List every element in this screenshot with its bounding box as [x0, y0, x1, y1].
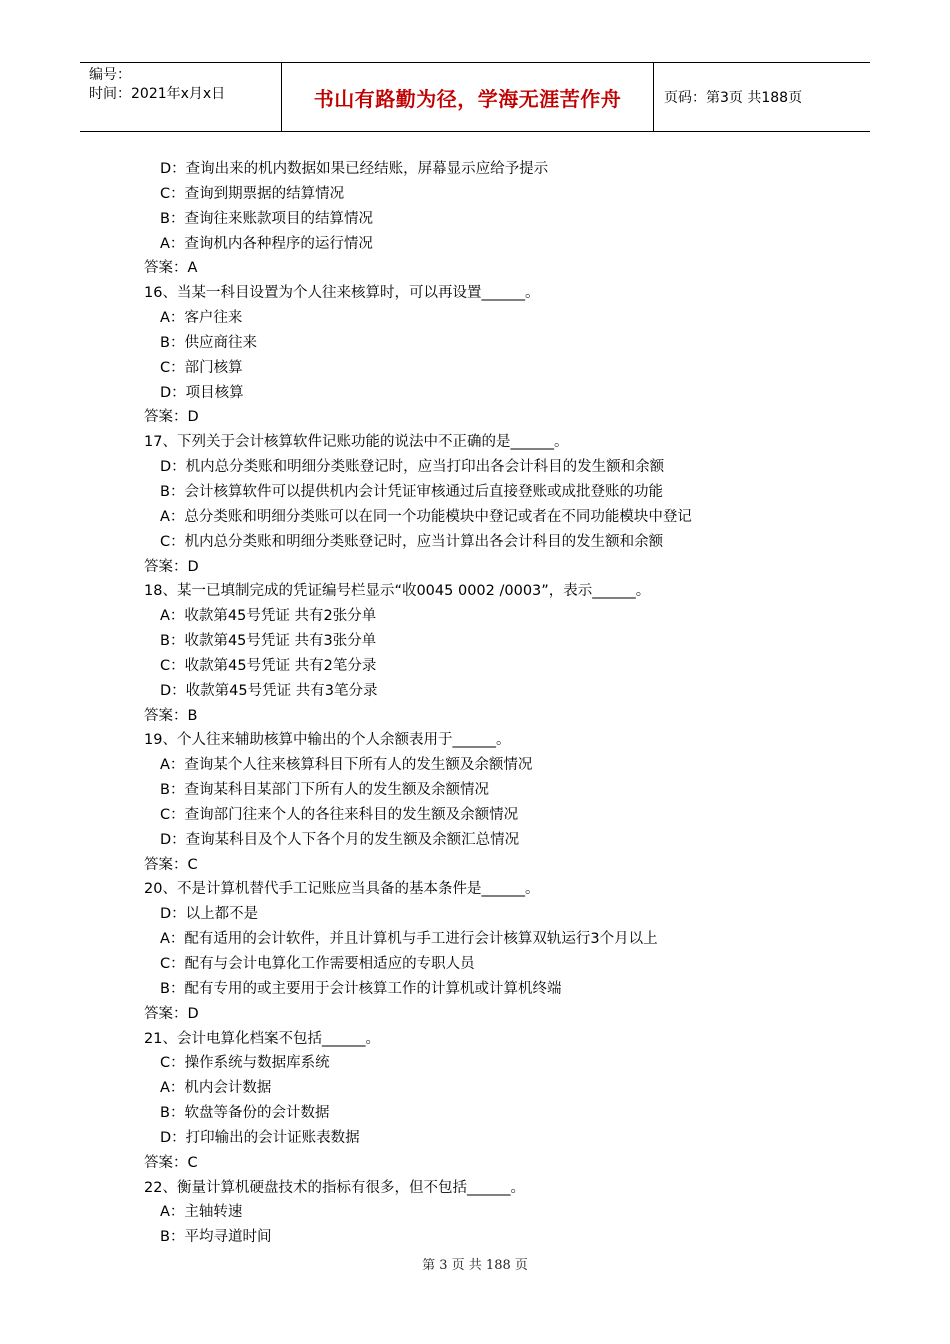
option-line: A：主轴转速 — [160, 1204, 243, 1221]
question-list — [144, 157, 844, 1250]
time-label: 时间：2021年x月x日 — [89, 86, 226, 102]
option-line: A：配有适用的会计软件，并且计算机与手工进行会计核算双轨运行3个月以上 — [160, 931, 658, 948]
question-line: 19、个人往来辅助核算中输出的个人余额表用于______。 — [144, 732, 511, 749]
page-label: 页码：第3页 共188页 — [664, 90, 803, 106]
option-line: C：部门核算 — [160, 359, 243, 376]
option-line: D：收款第45号凭证 共有3笔分录 — [160, 682, 378, 699]
option-line: C：机内总分类账和明细分类账登记时，应当计算出各会计科目的发生额和余额 — [160, 533, 664, 550]
option-line: D：项目核算 — [160, 384, 244, 401]
option-line: B：软盘等备份的会计数据 — [160, 1105, 330, 1122]
question-line: 17、下列关于会计核算软件记账功能的说法中不正确的是______。 — [144, 434, 569, 451]
question-line: 20、不是计算机替代手工记账应当具备的基本条件是______。 — [144, 881, 540, 898]
answer-line: 答案：B — [144, 707, 198, 724]
option-line: B：配有专用的或主要用于会计核算工作的计算机或计算机终端 — [160, 980, 562, 997]
header-meta — [80, 63, 281, 131]
option-line: A：客户往来 — [160, 310, 243, 327]
option-line: B：平均寻道时间 — [160, 1229, 272, 1246]
question-line: 18、某一已填制完成的凭证编号栏显示“收0045 0002 /0003”，表示______。 — [144, 583, 651, 600]
page-header — [80, 62, 870, 132]
answer-line: 答案：A — [144, 260, 198, 277]
option-line: C：查询到期票据的结算情况 — [160, 185, 345, 202]
option-line: A：收款第45号凭证 共有2张分单 — [160, 608, 377, 625]
question-line: 21、会计电算化档案不包括______。 — [144, 1030, 380, 1047]
option-line: A：总分类账和明细分类账可以在同一个功能模块中登记或者在不同功能模块中登记 — [160, 508, 692, 525]
answer-line: 答案：D — [144, 409, 199, 426]
answer-line: 答案：C — [144, 1154, 198, 1171]
option-line: D：查询出来的机内数据如果已经结账，屏幕显示应给予提示 — [160, 161, 549, 177]
serial-label: 编号： — [89, 67, 131, 83]
question-line: 22、衡量计算机硬盘技术的指标有很多，但不包括______。 — [144, 1179, 525, 1196]
option-line: B：供应商往来 — [160, 334, 257, 351]
option-line: B：查询往来账款项目的结算情况 — [160, 210, 373, 227]
answer-line: 答案：D — [144, 1005, 199, 1022]
option-line: A：查询某个人往来核算科目下所有人的发生额及余额情况 — [160, 757, 533, 774]
question-line: 16、当某一科目设置为个人往来核算时，可以再设置______。 — [144, 285, 540, 302]
option-line: B：收款第45号凭证 共有3张分单 — [160, 633, 377, 650]
page-footer — [0, 1254, 950, 1273]
option-line: D：机内总分类账和明细分类账登记时，应当打印出各会计科目的发生额和余额 — [160, 459, 665, 476]
motto: 书山有路勤为径，学海无涯苦作舟 — [313, 86, 622, 111]
footer-page-number: 第 3 页 共 188 页 — [422, 1258, 528, 1273]
option-line: C：查询部门往来个人的各往来科目的发生额及余额情况 — [160, 806, 519, 823]
answer-line: 答案：C — [144, 856, 198, 873]
option-line: D：打印输出的会计证账表数据 — [160, 1129, 360, 1146]
option-line: B：查询某科目某部门下所有人的发生额及余额情况 — [160, 782, 489, 799]
option-line: C：收款第45号凭证 共有2笔分录 — [160, 657, 377, 674]
option-line: D：以上都不是 — [160, 906, 259, 923]
option-line: C：操作系统与数据库系统 — [160, 1055, 330, 1072]
header-motto-cell — [281, 63, 654, 131]
option-line: D：查询某科目及个人下各个月的发生额及余额汇总情况 — [160, 831, 520, 848]
answer-line: 答案：D — [144, 558, 199, 575]
option-line: B：会计核算软件可以提供机内会计凭证审核通过后直接登账或成批登账的功能 — [160, 483, 663, 500]
option-line: A：查询机内各种程序的运行情况 — [160, 235, 373, 252]
option-line: C：配有与会计电算化工作需要相适应的专职人员 — [160, 956, 475, 972]
option-line: A：机内会计数据 — [160, 1080, 272, 1097]
header-page-cell — [654, 63, 870, 131]
